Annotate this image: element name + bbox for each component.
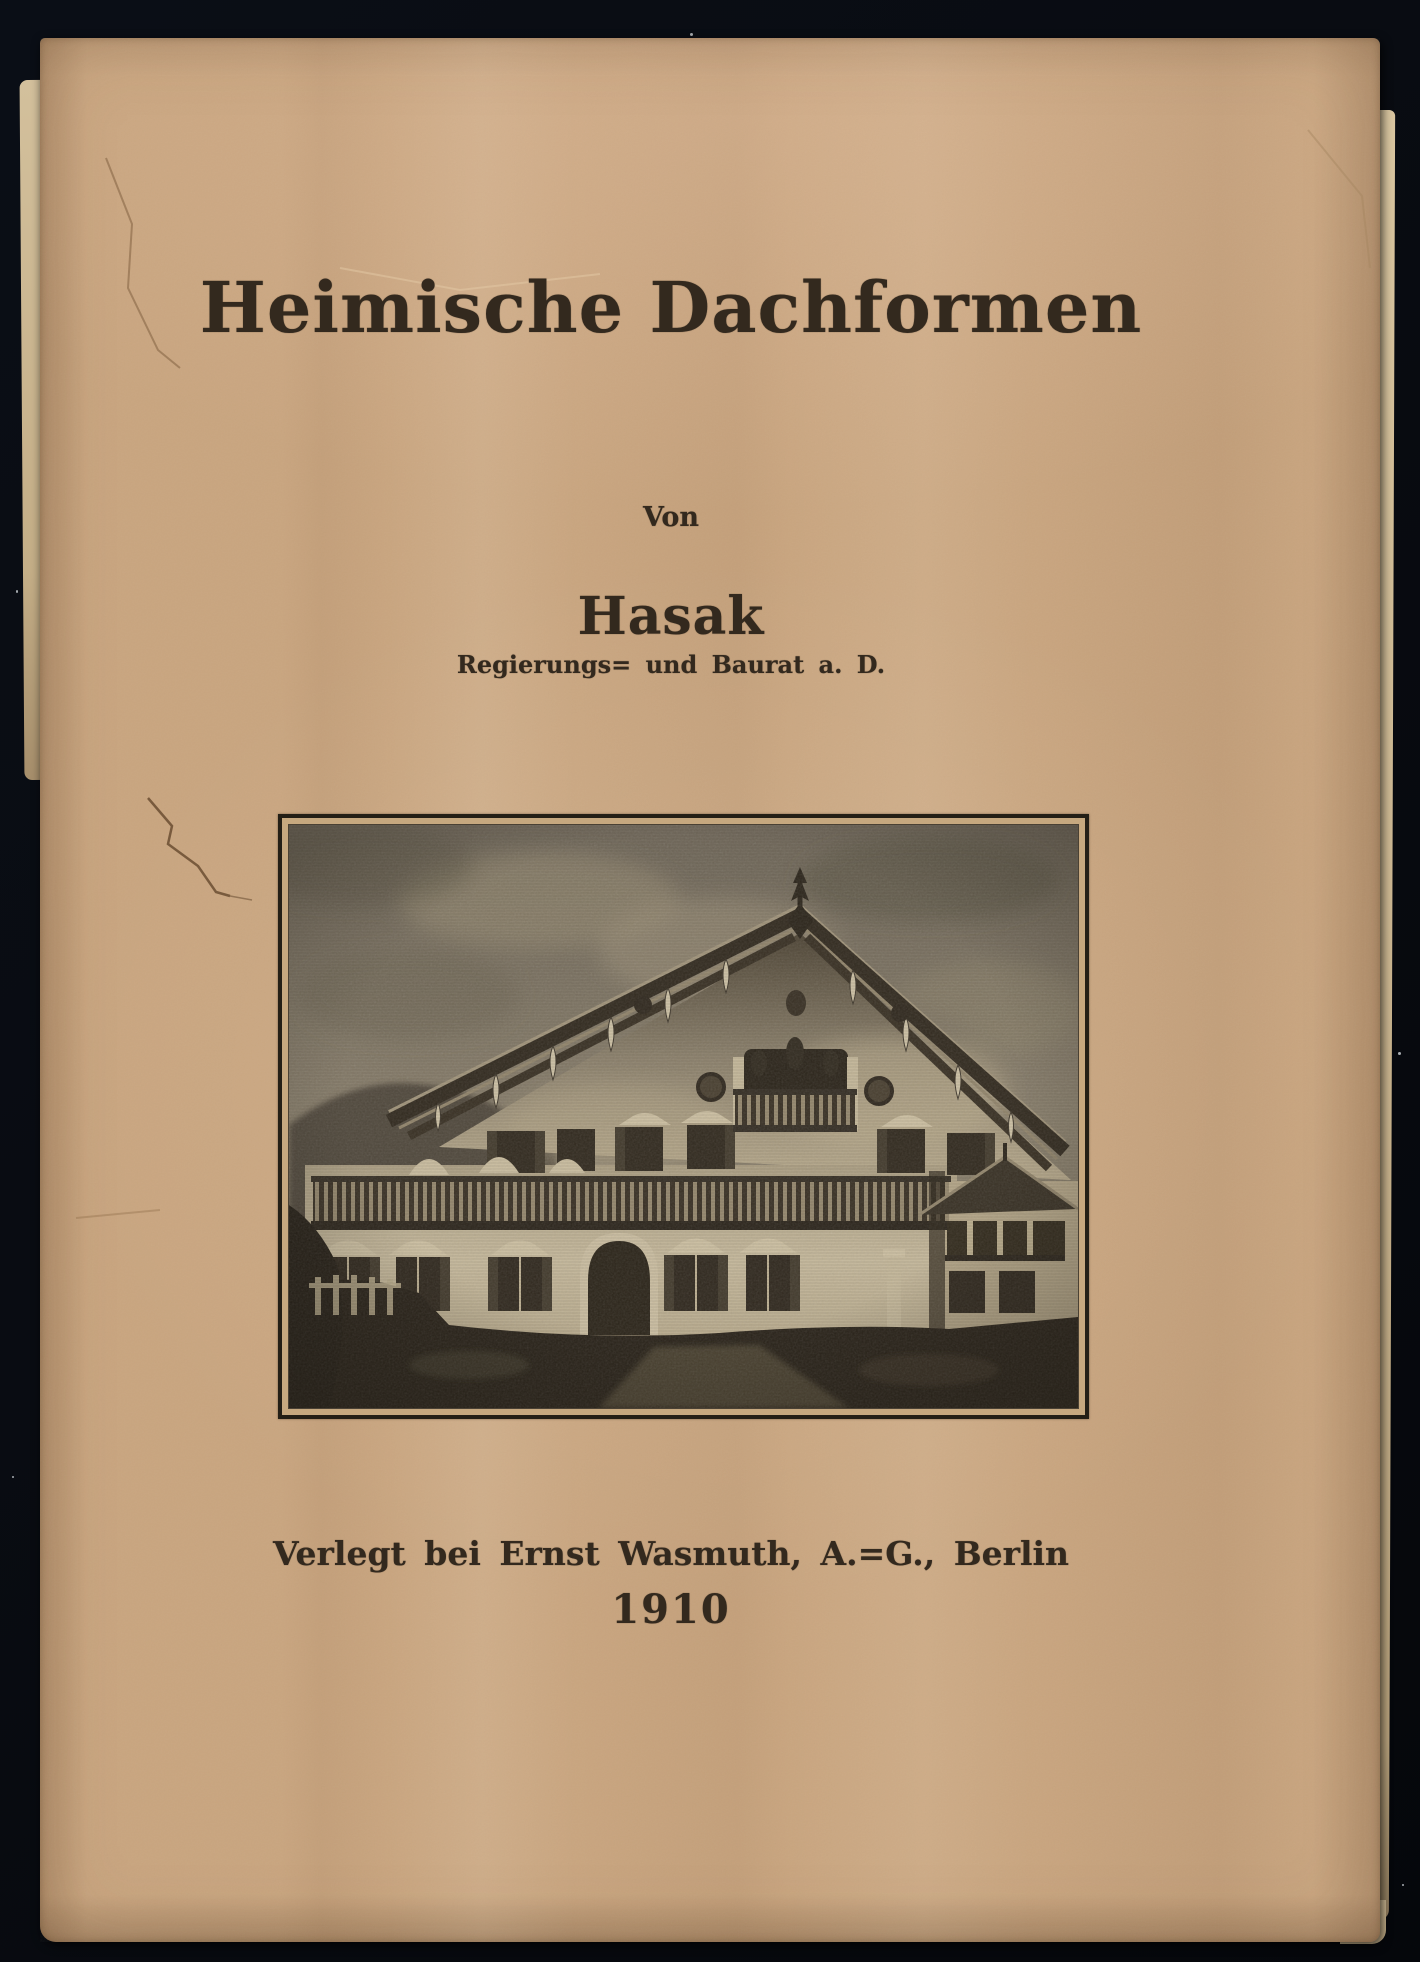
byline: Von	[642, 502, 700, 533]
book-cover	[40, 38, 1380, 1942]
dust-speck	[1402, 1884, 1404, 1886]
photo-vignette	[289, 825, 1078, 1408]
publisher-line: Verlegt bei Ernst Wasmuth, A.=G., Berlin	[272, 1534, 1070, 1573]
book-title: Heimische Dachformen	[199, 266, 1143, 349]
dust-speck	[12, 1476, 14, 1478]
dust-speck	[1398, 1052, 1401, 1055]
dust-speck	[690, 33, 693, 36]
author-title-line: Regierungs= und Baurat a. D.	[456, 650, 886, 679]
farmhouse-illustration	[289, 825, 1078, 1408]
cover-photo-farmhouse	[289, 825, 1078, 1408]
author-name: Hasak	[577, 586, 765, 647]
cover-photo-frame	[278, 814, 1089, 1419]
publication-year: 1910	[611, 1586, 731, 1633]
dust-speck	[16, 590, 18, 593]
